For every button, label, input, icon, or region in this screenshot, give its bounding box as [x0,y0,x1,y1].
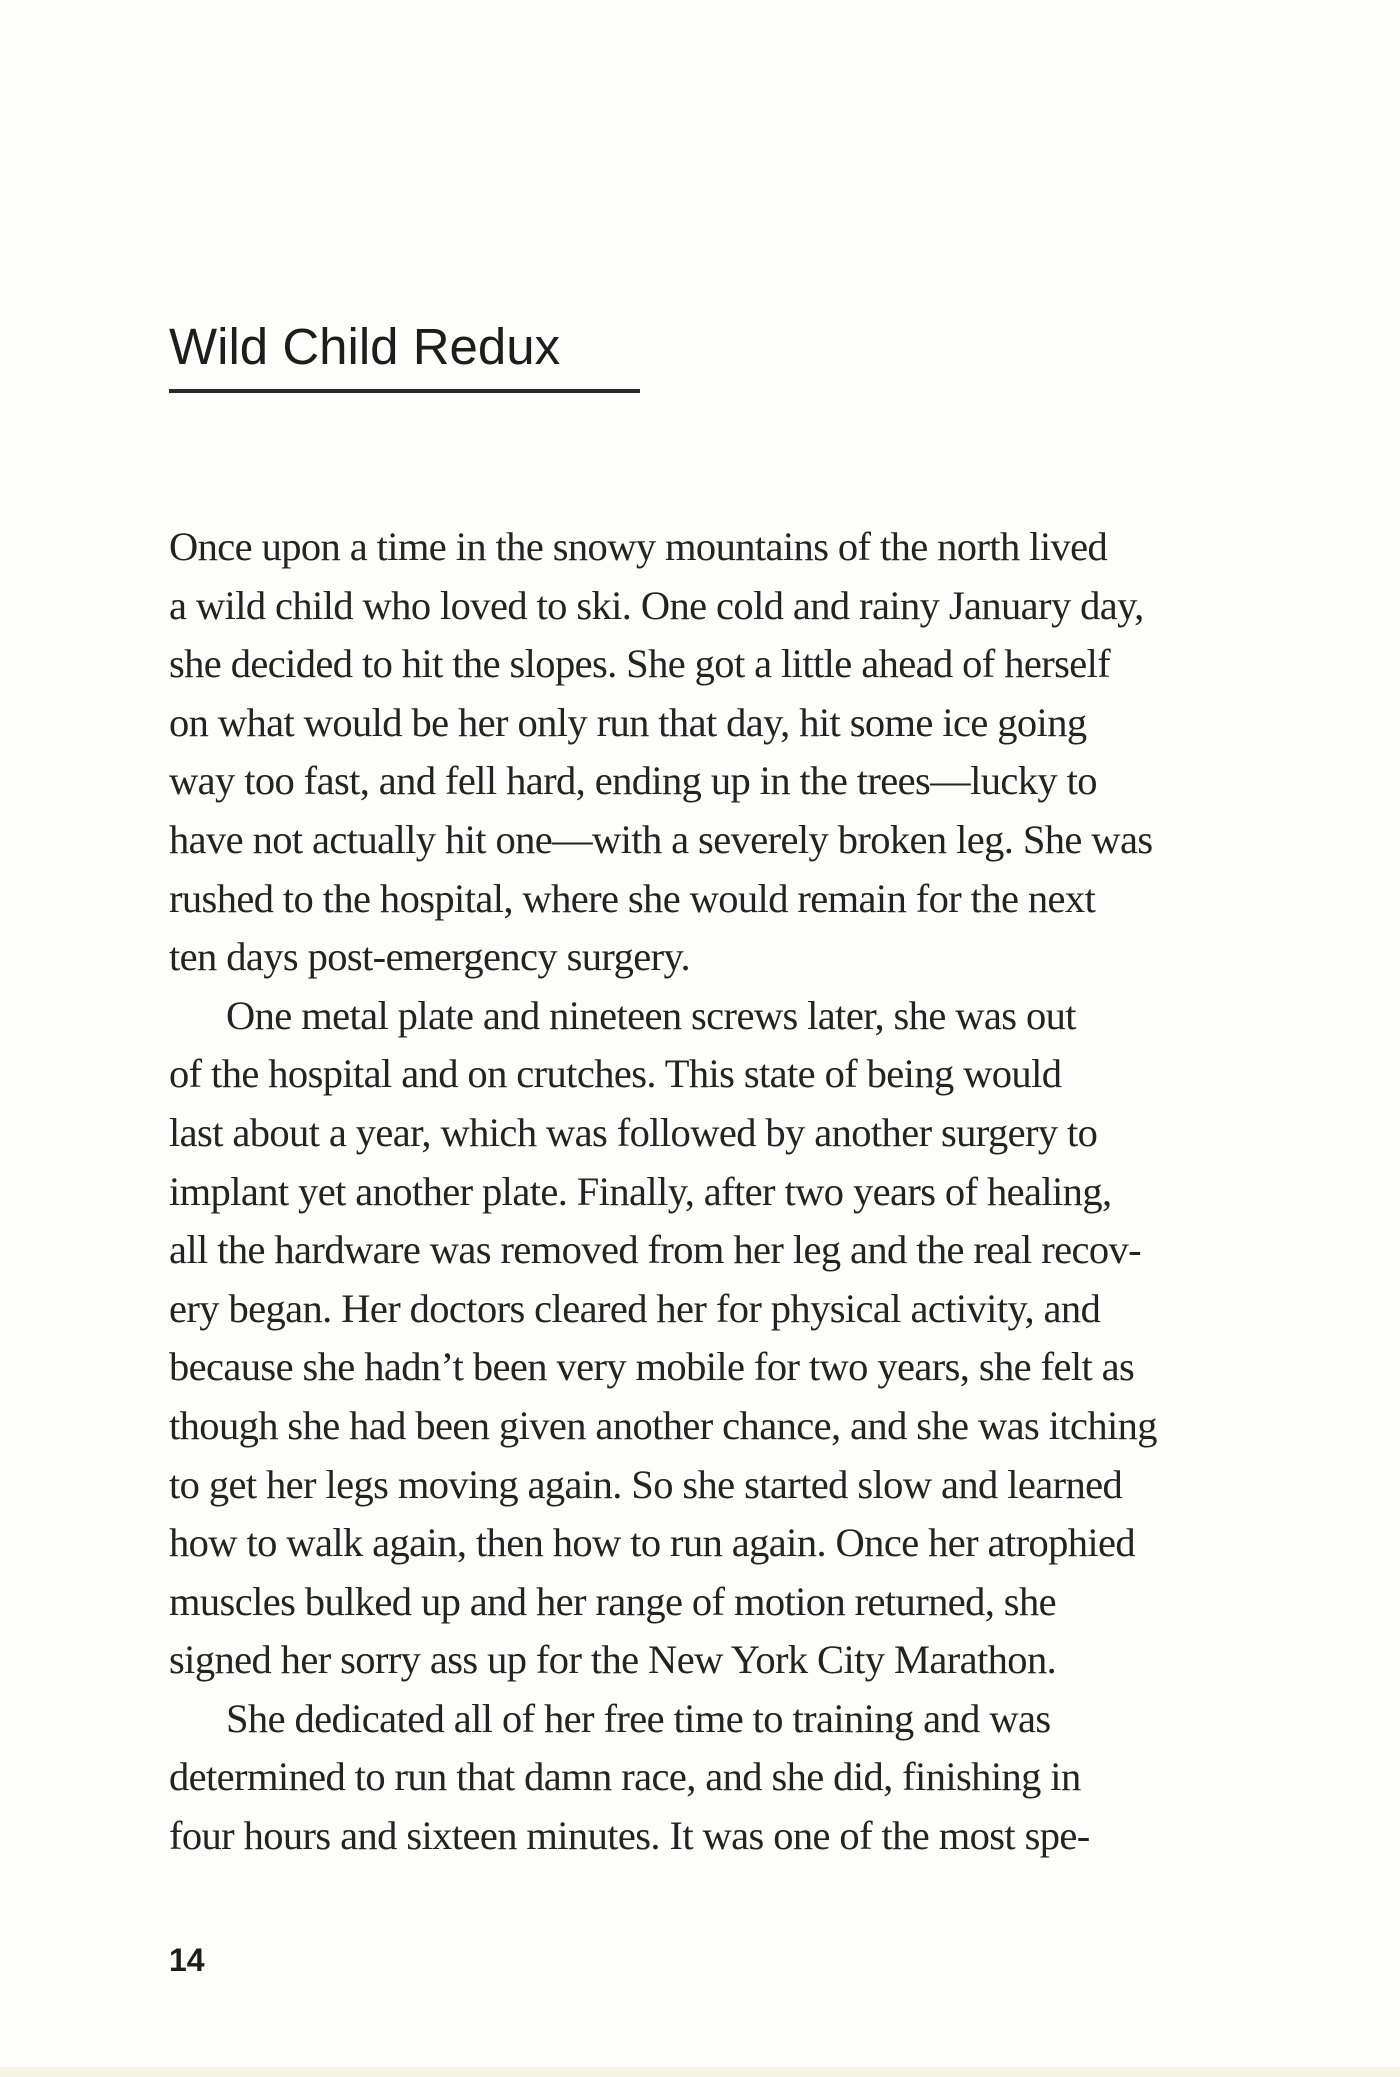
text-line: to get her legs moving again. So she started slow and learned [169,1461,1123,1507]
text-line: have not actually hit one—with a severely broken leg. She was [169,816,1153,862]
text-line: muscles bulked up and her range of motion returned, she [169,1578,1056,1624]
chapter-title: Wild Child Redux [169,318,561,375]
text-line: a wild child who loved to ski. One cold and rainy January day, [169,582,1144,628]
text-line: ten days post-emergency surgery. [169,934,691,980]
text-line: One metal plate and nineteen screws later, she was out [226,992,1076,1038]
text-line: all the hardware was removed from her leg and the real recov- [169,1227,1142,1273]
text-line: last about a year, which was followed by another surgery to [169,1109,1098,1155]
text-line: She dedicated all of her free time to training and was [226,1695,1051,1741]
text-line: because she hadn’t been very mobile for two years, she felt as [169,1344,1135,1390]
text-line: how to walk again, then how to run again. Once her atrophied [169,1520,1136,1566]
text-line: four hours and sixteen minutes. It was one of the most spe- [169,1813,1090,1859]
page-number: 14 [169,1942,205,1978]
text-line: on what would be her only run that day, hit some ice going [169,699,1087,745]
text-line: implant yet another plate. Finally, after two years of healing, [169,1168,1112,1214]
title-underline [169,389,640,393]
text-line: way too fast, and fell hard, ending up in the trees—lucky to [169,758,1097,804]
chapter-heading [169,318,640,393]
text-line: rushed to the hospital, where she would remain for the next [169,875,1096,921]
text-line: signed her sorry ass up for the New York City Marathon. [169,1637,1057,1683]
page-edge [0,2067,1400,2077]
text-line: Once upon a time in the snowy mountains of the north lived [169,524,1108,569]
text-line: she decided to hit the slopes. She got a little ahead of herself [169,641,1111,687]
text-line: though she had been given another chance, and she was itching [169,1402,1157,1448]
text-line: of the hospital and on crutches. This state of being would [169,1051,1062,1097]
text-line: determined to run that damn race, and she did, finishing in [169,1754,1081,1800]
text-line: ery began. Her doctors cleared her for physical activity, and [169,1285,1101,1331]
body-text [169,518,1305,1866]
